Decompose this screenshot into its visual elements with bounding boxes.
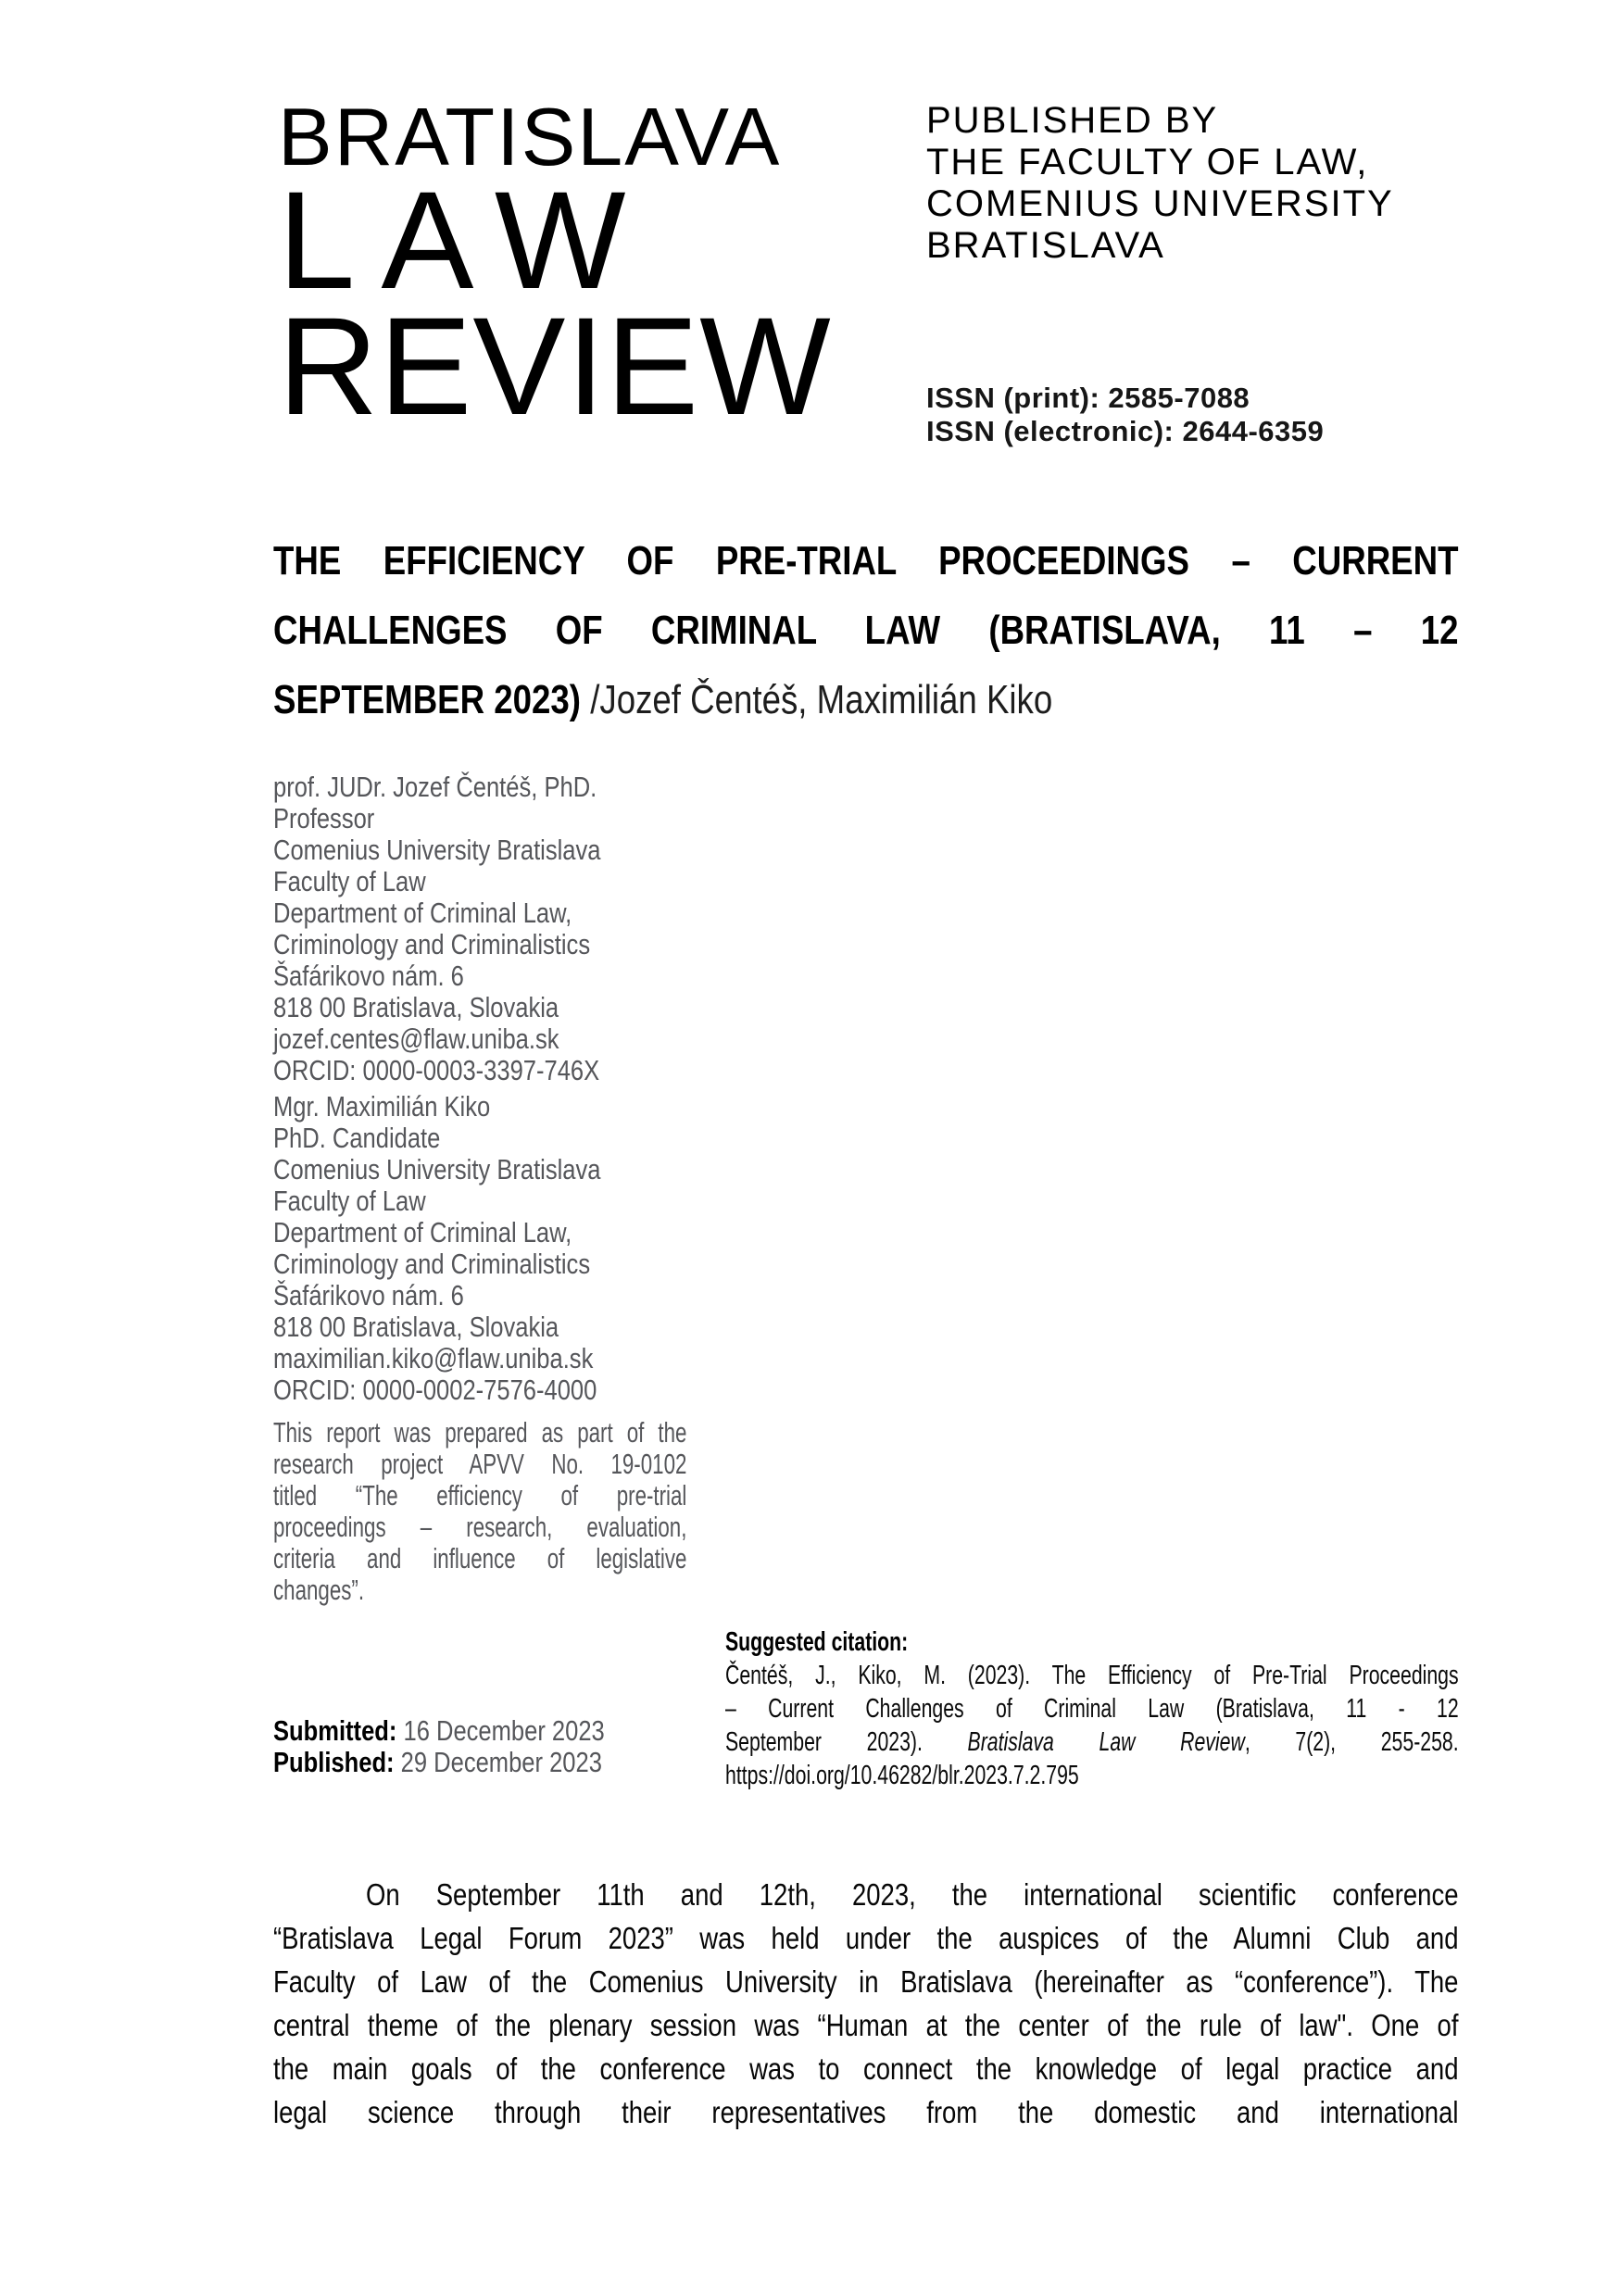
funding-note-line: proceedings – research, evaluation, xyxy=(273,1511,687,1543)
published-label: Published: xyxy=(273,1746,395,1778)
author-block-kiko xyxy=(273,1091,685,1406)
citation-segment: September 2023). xyxy=(725,1727,968,1757)
publisher-line: PUBLISHED BY xyxy=(926,100,1219,141)
citation-doi-link[interactable]: https://doi.org/10.46282/blr.2023.7.2.795 xyxy=(725,1761,1079,1790)
funding-note-line: This report was prepared as part of the xyxy=(273,1416,687,1449)
article-dates xyxy=(273,1715,685,1778)
funding-note xyxy=(273,1417,686,1606)
author-city: 818 00 Bratislava, Slovakia xyxy=(273,991,559,1023)
author-university: Comenius University Bratislava xyxy=(273,1153,601,1186)
citation-line: – Current Challenges of Criminal Law (Bratislava, 11 - 12 xyxy=(725,1694,1459,1724)
submitted-label: Submitted: xyxy=(273,1714,397,1747)
article-title xyxy=(273,526,1458,734)
published-value: 29 December 2023 xyxy=(394,1746,602,1778)
author-block-centes xyxy=(273,772,685,1086)
issn-print: ISSN (print): 2585-7088 xyxy=(926,382,1250,414)
body-line: Faculty of Law of the Comenius University in Bratislava (hereinafter as “conference”). The xyxy=(273,1964,1459,1999)
author-university: Comenius University Bratislava xyxy=(273,834,601,866)
author-department-line: Department of Criminal Law, xyxy=(273,897,572,929)
author-street: Šafárikovo nám. 6 xyxy=(273,1279,464,1311)
author-name: Mgr. Maximilián Kiko xyxy=(273,1090,491,1123)
author-faculty: Faculty of Law xyxy=(273,865,426,897)
author-city: 818 00 Bratislava, Slovakia xyxy=(273,1311,559,1343)
author-email[interactable]: maximilian.kiko@flaw.uniba.sk xyxy=(273,1342,594,1374)
journal-logo-review: REVIEW xyxy=(278,288,832,444)
body-paragraph xyxy=(273,1873,1458,2134)
author-department-line: Criminology and Criminalistics xyxy=(273,1248,591,1280)
body-line: central theme of the plenary session was “Human at the center of the rule of law". One of xyxy=(273,2008,1459,2042)
publisher-line: COMENIUS UNIVERSITY xyxy=(926,183,1394,224)
body-line: “Bratislava Legal Forum 2023” was held under the auspices of the Alumni Club and xyxy=(273,1921,1459,1955)
author-orcid: ORCID: 0000-0002-7576-4000 xyxy=(273,1374,597,1406)
funding-note-line: research project APVV No. 19-0102 xyxy=(273,1448,687,1480)
author-department-line: Department of Criminal Law, xyxy=(273,1216,572,1248)
author-email[interactable]: jozef.centes@flaw.uniba.sk xyxy=(273,1023,559,1055)
publisher-line: THE FACULTY OF LAW, xyxy=(926,142,1369,182)
body-line: legal science through their representatives from the domestic and international xyxy=(273,2095,1459,2129)
article-title-line-1: THE EFFICIENCY OF PRE-TRIAL PROCEEDINGS – CURRENT xyxy=(273,538,1459,583)
author-street: Šafárikovo nám. 6 xyxy=(273,960,464,992)
author-name: prof. JUDr. Jozef Čentéš, PhD. xyxy=(273,771,597,803)
journal-logo-bratislava: BRATISLAVA xyxy=(278,91,782,182)
author-orcid: ORCID: 0000-0003-3397-746X xyxy=(273,1054,600,1086)
suggested-citation xyxy=(725,1625,1459,1792)
body-line: On September 11th and 12th, 2023, the international scientific conference xyxy=(365,1877,1459,1912)
citation-line xyxy=(725,1725,1459,1759)
article-title-line-3 xyxy=(273,665,1458,734)
body-line: the main goals of the conference was to connect the knowledge of legal practice and xyxy=(273,2051,1459,2086)
citation-line: Čentéš, J., Kiko, M. (2023). The Efficiency of Pre-Trial Proceedings xyxy=(725,1661,1459,1690)
article-title-line-2: CHALLENGES OF CRIMINAL LAW (BRATISLAVA, 11 – 12 xyxy=(273,608,1459,653)
submitted-date xyxy=(273,1715,685,1747)
author-faculty: Faculty of Law xyxy=(273,1185,426,1217)
article-title-date: SEPTEMBER 2023) xyxy=(273,677,582,722)
published-date xyxy=(273,1747,685,1778)
journal-name: Bratislava Law Review xyxy=(967,1727,1245,1757)
author-position: PhD. Candidate xyxy=(273,1122,441,1154)
journal-logo-law: LAW xyxy=(278,162,652,318)
publisher-line: BRATISLAVA xyxy=(926,225,1165,266)
submitted-value: 16 December 2023 xyxy=(396,1714,605,1747)
issn-electronic: ISSN (electronic): 2644-6359 xyxy=(926,415,1325,447)
issn-block xyxy=(926,382,1519,448)
citation-heading: Suggested citation: xyxy=(725,1627,909,1657)
author-department-line: Criminology and Criminalistics xyxy=(273,928,591,960)
citation-segment: , 7(2), 255-258. xyxy=(1244,1727,1459,1757)
author-position: Professor xyxy=(273,802,375,834)
funding-note-line: titled “The efficiency of pre-trial xyxy=(273,1479,687,1512)
article-title-authors: /Jozef Čentéš, Maximilián Kiko xyxy=(581,677,1053,722)
funding-note-line: criteria and influence of legislative xyxy=(273,1542,687,1575)
publisher-info xyxy=(926,100,1482,267)
funding-note-line: changes”. xyxy=(273,1574,365,1606)
